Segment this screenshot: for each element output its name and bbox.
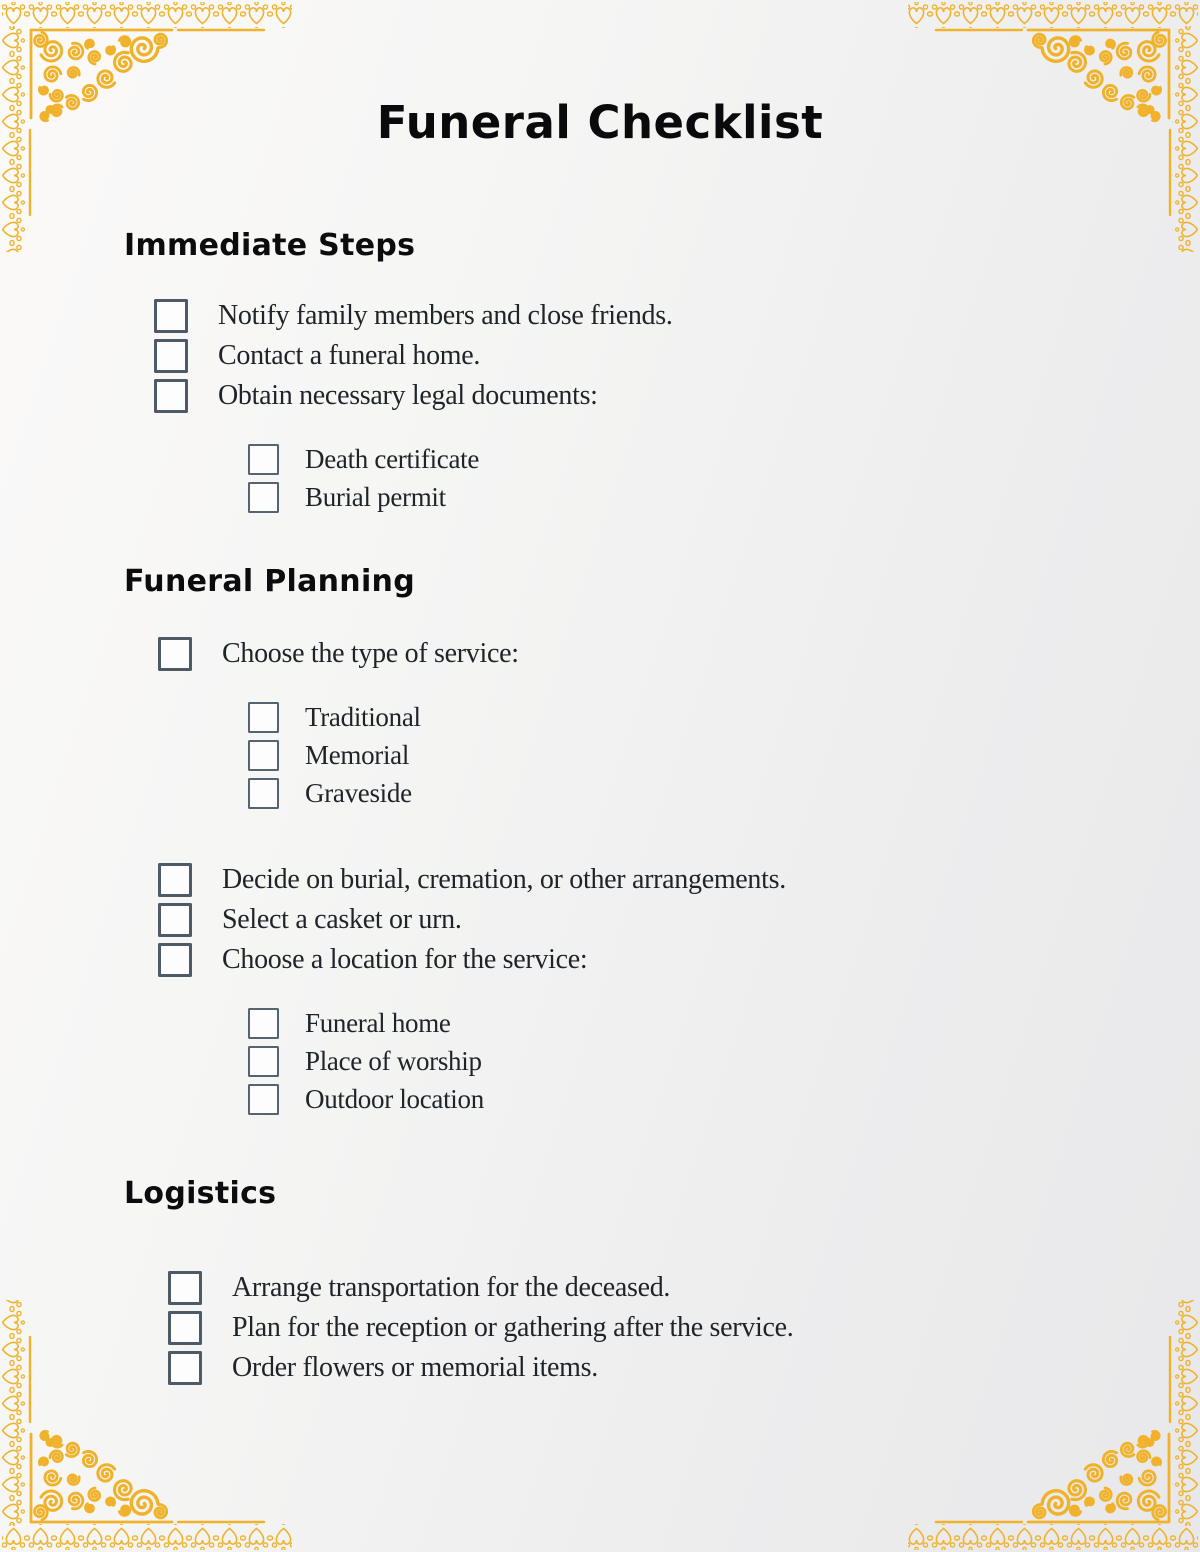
section-rows [124, 296, 1160, 516]
checklist-item [124, 1042, 1160, 1080]
checklist-item-label: Notify family members and close friends. [218, 300, 673, 331]
checkbox[interactable] [168, 1271, 202, 1305]
checklist-item [124, 634, 1160, 674]
checkbox[interactable] [158, 863, 192, 897]
section-logistics [124, 1174, 1160, 1388]
checkbox[interactable] [158, 903, 192, 937]
checklist-item-label: Obtain necessary legal documents: [218, 380, 598, 411]
checkbox[interactable] [248, 482, 279, 513]
checklist-item [124, 1080, 1160, 1118]
checkbox[interactable] [154, 339, 188, 373]
checklist-item [124, 376, 1160, 416]
checklist-item-label: Choose the type of service: [222, 638, 519, 669]
checkbox[interactable] [168, 1351, 202, 1385]
checkbox[interactable] [158, 943, 192, 977]
checklist-item [124, 336, 1160, 376]
section-rows [124, 1268, 1160, 1388]
checklist-item [124, 774, 1160, 812]
checkbox[interactable] [248, 444, 279, 475]
sections-container [124, 226, 1160, 1388]
checkbox[interactable] [168, 1311, 202, 1345]
checklist-item-label: Outdoor location [305, 1083, 484, 1114]
section-heading: Immediate Steps [124, 228, 416, 263]
checkbox[interactable] [248, 1008, 279, 1039]
checkbox[interactable] [248, 702, 279, 733]
section-rows [124, 634, 1160, 1118]
checklist-item-label: Order flowers or memorial items. [232, 1352, 598, 1383]
section-funeral-planning [124, 562, 1160, 1118]
checkbox[interactable] [154, 299, 188, 333]
checklist-item-label: Contact a funeral home. [218, 340, 481, 371]
checklist-item [124, 698, 1160, 736]
checklist-item-label: Plan for the reception or gathering after the service. [232, 1312, 794, 1343]
checkbox[interactable] [158, 637, 192, 671]
checklist-item [124, 736, 1160, 774]
checkbox[interactable] [248, 1046, 279, 1077]
checklist-item [124, 940, 1160, 980]
checklist-item-label: Graveside [305, 777, 412, 808]
section-immediate-steps [124, 226, 1160, 516]
page-title: Funeral Checklist [376, 96, 824, 149]
checkbox[interactable] [248, 778, 279, 809]
checklist-item [124, 440, 1160, 478]
checklist-item-label: Choose a location for the service: [222, 944, 588, 975]
checklist-content [124, 142, 1160, 1388]
checklist-item [124, 1004, 1160, 1042]
section-heading: Funeral Planning [124, 564, 415, 599]
checklist-item [124, 1268, 1160, 1308]
checkbox[interactable] [248, 1084, 279, 1115]
checklist-item [124, 1308, 1160, 1348]
section-heading: Logistics [124, 1176, 277, 1211]
checkbox[interactable] [154, 379, 188, 413]
checklist-item [124, 478, 1160, 516]
checklist-item [124, 860, 1160, 900]
checklist-item-label: Place of worship [305, 1045, 482, 1076]
checklist-item-label: Funeral home [305, 1007, 451, 1038]
checkbox[interactable] [248, 740, 279, 771]
checklist-item-label: Decide on burial, cremation, or other arrangements. [222, 864, 786, 895]
checklist-item [124, 1348, 1160, 1388]
checklist-item [124, 900, 1160, 940]
checklist-item-label: Burial permit [305, 481, 446, 512]
checklist-item-label: Death certificate [305, 443, 480, 474]
checklist-item-label: Traditional [305, 701, 421, 732]
checklist-item [124, 296, 1160, 336]
checklist-item-label: Arrange transportation for the deceased. [232, 1272, 671, 1303]
checklist-item-label: Select a casket or urn. [222, 904, 462, 935]
checklist-item-label: Memorial [305, 739, 410, 770]
